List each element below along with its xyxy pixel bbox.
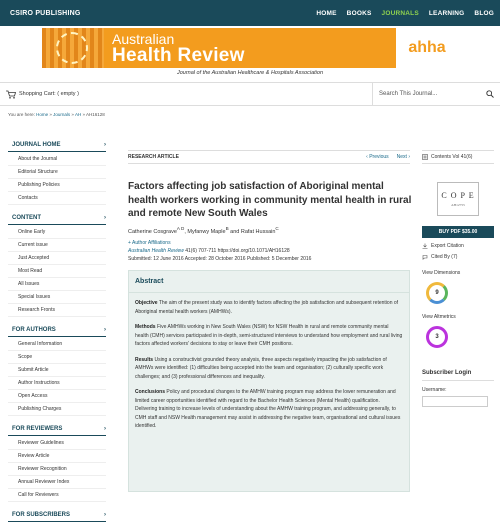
sidebar-section-title: FOR AUTHORS xyxy=(12,327,56,333)
article-toolbar xyxy=(128,150,410,164)
sidebar-section-title: FOR SUBSCRIBERS xyxy=(12,512,71,518)
abstract-label: Objective xyxy=(135,300,158,307)
abstract-text: Five AMHWs working in New South Wales (NSW) for NSW Health in rural and remote community mental health (CMH) services participated in in-depth, semi-structured interviews to understand how employment and rural living factors affected workers' decisions to stay or leave their CMH positions. xyxy=(135,324,403,348)
contents-label: Contents Vol 41(6) xyxy=(431,154,473,160)
login-heading: Subscriber Login xyxy=(422,370,494,381)
article-type: RESEARCH ARTICLE xyxy=(128,154,179,160)
abstract-paragraph xyxy=(135,299,403,316)
export-citation-link[interactable] xyxy=(422,243,494,249)
sidebar-item[interactable]: Just Accepted xyxy=(8,252,106,265)
sidebar-item[interactable]: Contacts xyxy=(8,192,106,205)
username-label: Username: xyxy=(422,387,447,393)
author-list xyxy=(128,226,410,235)
journal-subtitle: Journal of the Australian Healthcare & Hospitals Association xyxy=(176,70,324,76)
sidebar-section-title: FOR REVIEWERS xyxy=(12,426,63,432)
article-main xyxy=(128,150,410,492)
contents-icon xyxy=(422,154,428,160)
buy-pdf-button[interactable]: BUY PDF $35.00 xyxy=(422,226,494,238)
sidebar-section-for-subscribers[interactable] xyxy=(8,508,106,522)
breadcrumb-journals[interactable]: Journals xyxy=(53,112,71,117)
chevron-icon: › xyxy=(104,512,106,518)
sidebar-item[interactable]: Open Access xyxy=(8,390,106,403)
author-link[interactable]: and Rafat Hussain xyxy=(228,228,276,235)
sidebar-section-for-reviewers[interactable] xyxy=(8,422,106,436)
contents-link[interactable] xyxy=(422,150,494,164)
banner-line2: Health Review xyxy=(112,45,245,66)
partner-logo-text: ahha xyxy=(408,39,446,56)
abstract-text: The aim of the present study was to identify factors affecting the job satisfaction and subsequent retention of Aboriginal mental health workers (AMHWs). xyxy=(135,300,399,315)
nav-blog[interactable]: BLOG xyxy=(474,9,494,17)
sidebar-section-content[interactable] xyxy=(8,211,106,225)
search-input[interactable] xyxy=(372,82,500,106)
sidebar-item[interactable]: Reviewer Recognition xyxy=(8,463,106,476)
abstract-box xyxy=(128,270,410,492)
previous-link[interactable]: ‹ Previous xyxy=(366,154,389,160)
author-affiliations-toggle[interactable]: + Author Affiliations xyxy=(128,240,171,247)
article-nav xyxy=(366,154,410,160)
sidebar-item[interactable]: Research Fronts xyxy=(8,304,106,317)
author-link[interactable]: Catherine Cosgrave xyxy=(128,228,177,235)
cart-label: Shopping Cart: ( empty ) xyxy=(19,91,79,97)
chevron-icon: › xyxy=(104,426,106,432)
export-icon xyxy=(422,243,428,249)
author-link[interactable]: , Myfanwy Maple xyxy=(184,228,226,235)
nav-books[interactable]: BOOKS xyxy=(346,9,372,17)
sidebar-item[interactable]: Call for Reviewers xyxy=(8,489,106,502)
chevron-icon: › xyxy=(104,327,106,333)
abstract-label: Results xyxy=(135,356,154,363)
cited-label: Cited By (7) xyxy=(431,254,458,260)
sidebar-section-journal-home[interactable] xyxy=(8,138,106,152)
previous-label: Previous xyxy=(369,154,389,160)
search-icon[interactable] xyxy=(486,90,494,98)
next-link[interactable]: Next › xyxy=(396,154,410,160)
citation-detail[interactable]: 41(6) 707-711 https://doi.org/10.1071/AH16128 xyxy=(183,248,290,255)
citation xyxy=(128,248,410,254)
top-nav xyxy=(316,10,494,17)
nav-learning[interactable]: LEARNING xyxy=(428,9,465,17)
sidebar-item[interactable]: Scope xyxy=(8,351,106,364)
cope-logo[interactable] xyxy=(437,182,479,216)
author-sup: B xyxy=(225,225,229,231)
sidebar-section-title: CONTENT xyxy=(12,215,41,221)
sidebar-item[interactable]: About the Journal xyxy=(8,153,106,166)
sidebar-item[interactable]: Review Article xyxy=(8,450,106,463)
abstract-paragraph xyxy=(135,323,403,349)
brand-logo[interactable]: CSIRO PUBLISHING xyxy=(10,9,81,17)
sidebar-item[interactable]: Publishing Policies xyxy=(8,179,106,192)
sidebar-item[interactable]: Reviewer Guidelines xyxy=(8,437,106,450)
breadcrumb-ah[interactable]: AH xyxy=(74,112,82,117)
altmetric-label: View Altmetrics xyxy=(422,314,456,320)
abstract-text: Using a constructivist grounded theory analysis, three aspects negatively impacting the job satisfaction of AMHWs were identified: (1) difficulties being accepted into the team and organisation; (2) culturally specific work challenges; and (3) professional differences and inequality. xyxy=(135,356,387,380)
search-placeholder: Search This Journal... xyxy=(379,91,438,97)
top-bar xyxy=(0,0,500,26)
banner-line1: Australian xyxy=(112,31,175,47)
sidebar-item[interactable]: Publishing Charges xyxy=(8,403,106,416)
cope-subtext: AH12755 xyxy=(451,203,465,207)
abstract-paragraph xyxy=(135,356,403,382)
partner-logo xyxy=(396,28,458,68)
abstract-body xyxy=(129,293,409,444)
username-field[interactable] xyxy=(422,396,488,407)
abstract-text: Policy and procedural changes to the AMHW training program may address the lower remuneration and limited career opportunities identified with regard to the Bachelor Health Sciences (Mental Health) qualification. Delivering training to increase levels of understanding about the AMHW training program, and addressing generally, to CMH staff and NSW Health management may assist in addressing the negative team, organisational and cultural issues identified. xyxy=(135,389,401,430)
sidebar-section-for-authors[interactable] xyxy=(8,323,106,337)
shopping-cart[interactable] xyxy=(0,90,372,99)
abstract-label: Methods xyxy=(135,324,156,331)
sidebar-item[interactable]: Annual Reviewer Index xyxy=(8,476,106,489)
search-row xyxy=(0,82,500,106)
sidebar-item[interactable]: All Issues xyxy=(8,278,106,291)
breadcrumb-home[interactable]: Home xyxy=(36,112,49,117)
abstract-heading: Abstract xyxy=(129,271,409,293)
quote-icon xyxy=(422,254,428,260)
journal-banner-area xyxy=(0,26,500,78)
altmetric-widget[interactable] xyxy=(422,314,494,348)
abstract-label: Conclusions xyxy=(135,389,166,396)
sidebar-section-title: JOURNAL HOME xyxy=(12,142,61,148)
article-dates: Submitted: 12 June 2016 Accepted: 28 October 2016 Published: 5 December 2016 xyxy=(128,256,312,263)
sidebar-item[interactable]: Online Early xyxy=(8,226,106,239)
sidebar-item[interactable]: General Information xyxy=(8,338,106,351)
breadcrumb-prefix: You are here: xyxy=(8,112,35,117)
export-label: Export Citation xyxy=(431,243,464,249)
abstract-paragraph xyxy=(135,388,403,431)
sidebar-item[interactable]: Most Read xyxy=(8,265,106,278)
sidebar-item[interactable]: Editorial Structure xyxy=(8,166,106,179)
author-sup: C xyxy=(275,225,279,231)
cope-text: C O P E xyxy=(441,191,475,200)
next-label: Next xyxy=(396,154,407,160)
banner-sunburst-icon xyxy=(56,32,88,64)
breadcrumb-current: AH16128 xyxy=(85,112,105,117)
sidebar-item[interactable]: Special Issues xyxy=(8,291,106,304)
breadcrumb: You are here: Home » Journals » AH » AH16128 xyxy=(8,112,105,117)
article-title: Factors affecting job satisfaction of Aboriginal mental health workers working in community mental health in rural and remote New South Wales xyxy=(128,181,412,219)
nav-journals[interactable]: JOURNALS xyxy=(381,9,419,17)
cart-icon xyxy=(6,90,16,99)
author-sup: A D xyxy=(176,225,185,231)
cited-by-link[interactable] xyxy=(422,254,494,260)
chevron-icon: › xyxy=(104,215,106,221)
sidebar-item[interactable]: Current issue xyxy=(8,239,106,252)
sidebar xyxy=(8,138,106,523)
sidebar-item[interactable]: Submit Article xyxy=(8,364,106,377)
nav-home[interactable]: HOME xyxy=(316,9,337,17)
chevron-icon: › xyxy=(104,142,106,148)
journal-name: Australian Health Review xyxy=(128,248,184,255)
altmetric-badge[interactable]: 3 xyxy=(426,326,448,348)
dimensions-widget[interactable] xyxy=(422,270,494,304)
sidebar-item[interactable]: Author Instructions xyxy=(8,377,106,390)
dimensions-label: View Dimensions xyxy=(422,270,461,276)
journal-banner[interactable] xyxy=(42,28,458,68)
dimensions-badge[interactable]: 9 xyxy=(426,282,448,304)
right-column xyxy=(422,150,494,407)
subscriber-login xyxy=(422,370,494,407)
